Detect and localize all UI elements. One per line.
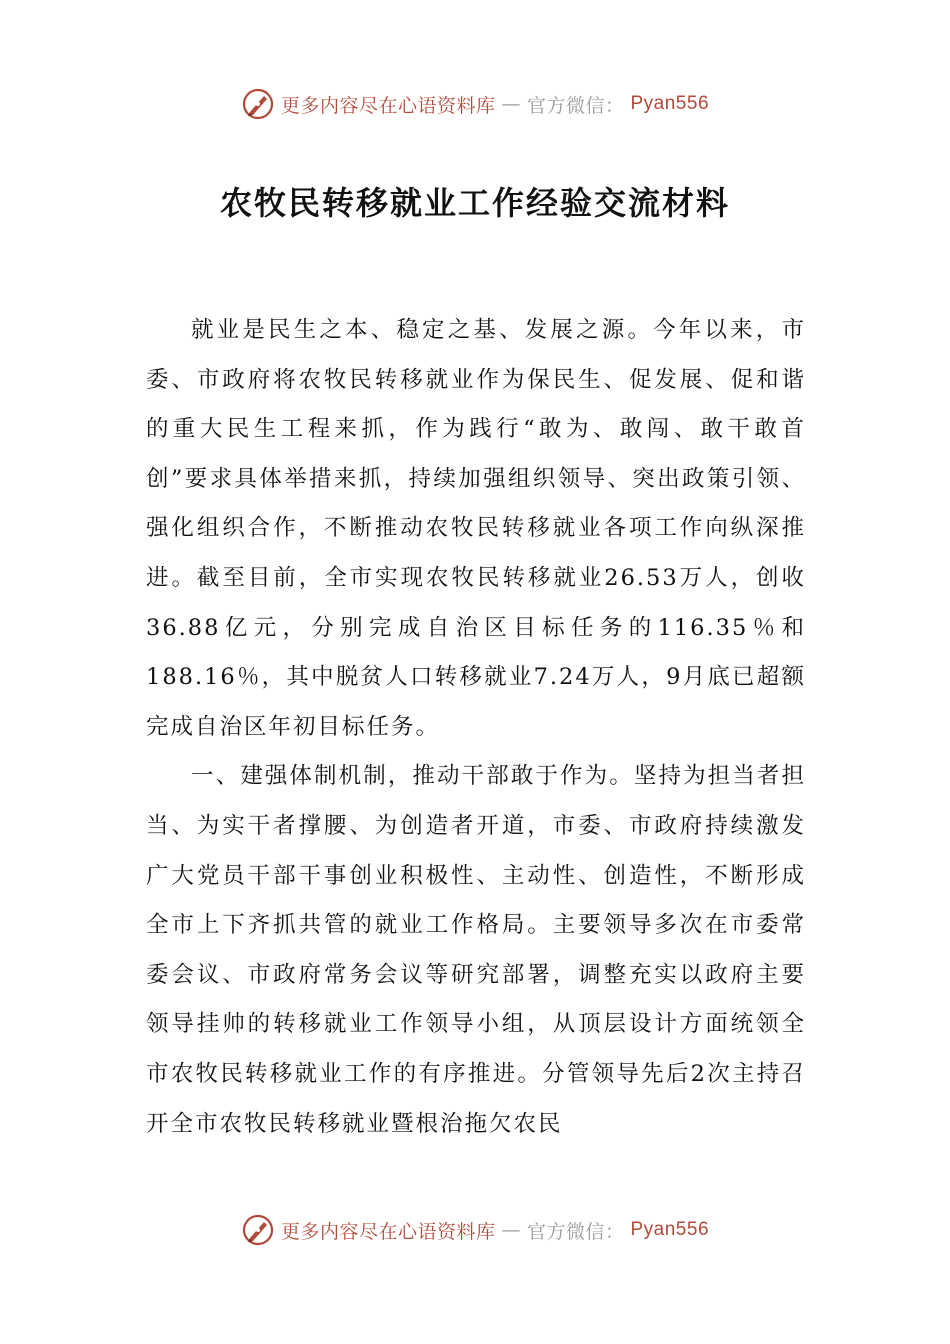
watermark-wechat-id: Pyan556 (630, 93, 710, 114)
watermark-dash: — (501, 93, 521, 115)
watermark-text: 更多内容尽在心语资料库 (280, 1220, 496, 1243)
pen-logo-icon (241, 1213, 275, 1247)
paragraph-section-one: 一、建强体制机制，推动干部敢于作为。坚持为担当者担当、为实干者撑腰、为创造者开道，市委、市政府持续激发广大党员干部干事创业积极性、主动性、创造性，不断形成全市上下齐抓共管的就业工作格局。主要领导多次在市委常委会议、市政府常务会议等研究部署，调整充实以政府主要领导挂帅的转移就业工作领导小组，从顶层设计方面统领全市农牧民转移就业工作的有序推进。分管领导先后2次主持召开全市农牧民转移就业暨根治拖欠农民 (146, 763, 806, 1137)
watermark-wechat-label: 官方微信： (526, 1220, 625, 1243)
watermark-wechat-label: 官方微信： (526, 94, 625, 117)
document-title: 农牧民转移就业工作经验交流材料 (219, 184, 730, 222)
pen-logo-icon (241, 87, 275, 121)
document-body (146, 306, 806, 1149)
watermark-wechat-id: Pyan556 (630, 1219, 710, 1240)
watermark-dash: — (501, 1219, 521, 1241)
paragraph-intro: 就业是民生之本、稳定之基、发展之源。今年以来，市委、市政府将农牧民转移就业作为保民生、促发展、促和谐的重大民生工程来抓，作为践行“敢为、敢闯、敢干敢首创”要求具体举措来抓，持续加强组织领导、突出政策引领、强化组织合作，不断推动农牧民转移就业各项工作向纵深推进。截至目前，全市实现农牧民转移就业26.53万人，创收36.88亿元，分别完成自治区目标任务的116.35％和188.16％，其中脱贫人口转移就业7.24万人，9月底已超额完成自治区年初目标任务。 (146, 317, 806, 740)
watermark-banner-top (0, 84, 950, 124)
watermark-banner-bottom (0, 1210, 950, 1250)
watermark-text: 更多内容尽在心语资料库 (280, 94, 496, 117)
